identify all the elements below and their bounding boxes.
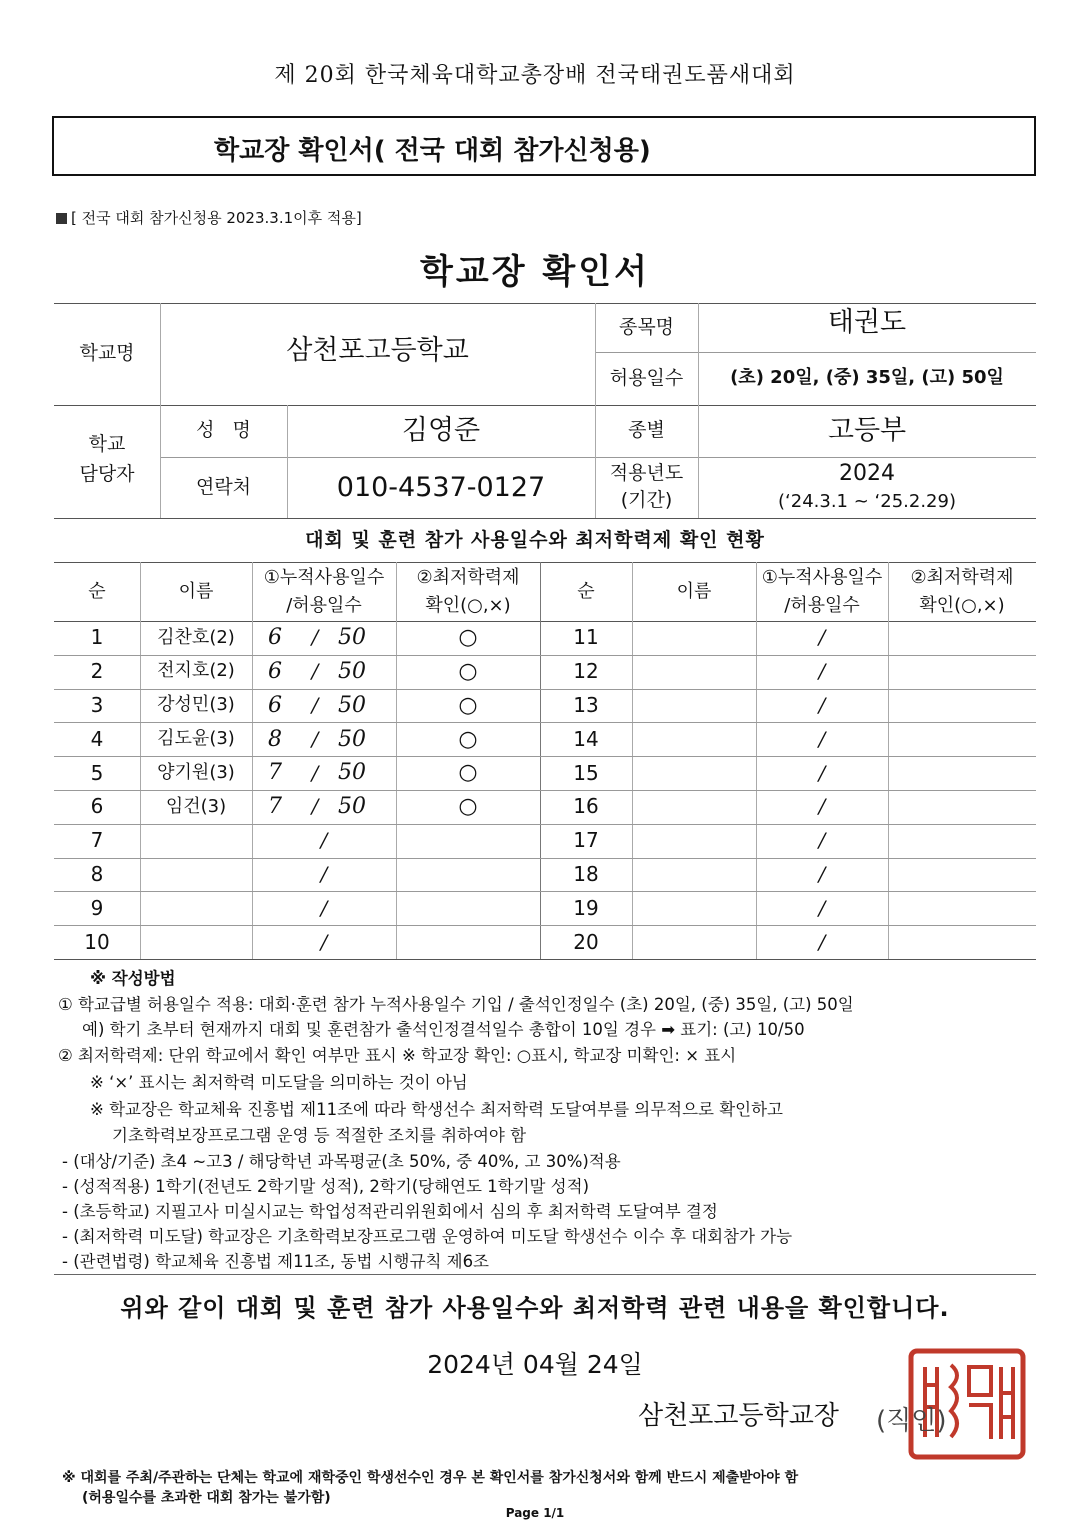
- note-3: ※ ‘×’ 표시는 최저학력 미도달을 의미하는 것이 아님: [90, 1073, 468, 1092]
- used-days: 8: [268, 726, 282, 752]
- allowed-days: 50: [338, 692, 366, 718]
- usage-slash: /: [311, 726, 319, 751]
- year-period: (‘24.3.1 ~ ‘25.2.29): [778, 490, 956, 512]
- manager-label-2: 담당자: [79, 463, 135, 486]
- note-4b: 기초학력보장프로그램 운영 등 적절한 조치를 취하여야 함: [112, 1126, 527, 1145]
- row-number: 9: [90, 895, 104, 920]
- col-no-left: 순: [88, 580, 106, 602]
- form-note: [56, 207, 362, 228]
- sport-value: 태권도: [827, 307, 907, 339]
- year-value: 2024: [839, 461, 895, 487]
- row-number: 19: [573, 895, 599, 920]
- title-box: [52, 116, 1036, 176]
- contact-label: 연락처: [195, 475, 252, 498]
- usage-slash: /: [320, 929, 328, 954]
- usage-slash: /: [818, 895, 826, 920]
- usage-slash: /: [818, 692, 826, 717]
- usage-slash: /: [311, 794, 319, 819]
- allowed-days: 50: [338, 658, 366, 684]
- usage-slash: /: [311, 692, 319, 717]
- row-number: 2: [90, 659, 104, 684]
- row-number: 12: [573, 659, 599, 684]
- sport-label: 종목명: [618, 315, 675, 338]
- row-number: 13: [573, 692, 599, 717]
- note-2: ② 최저학력제: 단위 학교에서 확인 여부만 표시 ※ 학교장 확인: ○표시, 학교장 미확인: × 표시: [58, 1046, 737, 1065]
- athlete-name: 전지호(2): [157, 660, 235, 682]
- usage-slash: /: [818, 625, 826, 650]
- athlete-name: 임건(3): [165, 795, 227, 817]
- status-title: 대회 및 훈련 참가 사용일수와 최저학력제 확인 현황: [305, 529, 765, 551]
- row-number: 17: [573, 828, 599, 853]
- division-label: 종별: [628, 419, 665, 442]
- note-8: - (최저학력 미도달) 학교장은 기초학력보장프로그램 운영하여 미도달 학생선수 이수 후 대회참가 가능: [62, 1227, 793, 1246]
- athlete-name: [140, 824, 252, 858]
- note-7: - (초등학교) 지필고사 미실시교는 학업성적관리위원회에서 심의 후 최저학력 도달여부 결정: [62, 1202, 718, 1221]
- division-value: 고등부: [827, 415, 907, 447]
- grade-check: ○: [458, 692, 478, 718]
- col-grade-right-1: ②최저학력제: [910, 567, 1014, 589]
- usage-slash: /: [311, 760, 319, 785]
- row-number: 5: [90, 760, 104, 785]
- contact-value: 010-4537-0127: [336, 471, 546, 503]
- grade-check: ○: [458, 658, 478, 684]
- usage-slash: /: [818, 726, 826, 751]
- name-label: 성 명: [196, 419, 251, 442]
- used-days: 6: [268, 692, 282, 718]
- grade-check: ○: [458, 726, 478, 752]
- athlete-name: [140, 925, 252, 959]
- allow-label: 허용일수: [609, 366, 684, 389]
- principal-signature: 삼천포고등학교장: [638, 1401, 839, 1431]
- row-number: 16: [573, 794, 599, 819]
- col-usage-left-2: /허용일수: [286, 595, 362, 617]
- school-label: 학교명: [79, 342, 135, 365]
- usage-slash: /: [818, 760, 826, 785]
- col-grade-right-2: 확인(○,×): [919, 595, 1005, 617]
- square-bullet-icon: [56, 213, 67, 224]
- footer-note-2: (허용일수를 초과한 대회 참가는 불가함): [82, 1490, 331, 1506]
- col-name-left: 이름: [178, 580, 214, 602]
- confirmation-statement: 위와 같이 대회 및 훈련 참가 사용일수와 최저학력 관련 내용을 확인합니다.: [120, 1294, 950, 1322]
- row-number: 3: [90, 692, 104, 717]
- athlete-name: [140, 891, 252, 925]
- row-number: 1: [90, 625, 104, 650]
- usage-slash: /: [818, 794, 826, 819]
- document-title: 학교장 확인서: [420, 252, 650, 292]
- year-label-2: (기간): [620, 489, 673, 512]
- event-title: 제 20회 한국체육대학교총장배 전국태권도품새대회: [274, 63, 796, 88]
- seal-mark: (직인): [876, 1406, 947, 1436]
- note-6: - (성적적용) 1학기(전년도 2학기말 성적), 2학기(당해연도 1학기말 성적): [62, 1177, 590, 1196]
- col-no-right: 순: [577, 580, 595, 602]
- allowed-days: 50: [338, 726, 366, 752]
- row-number: 18: [573, 861, 599, 886]
- used-days: 6: [268, 625, 282, 651]
- grade-check: [396, 858, 540, 892]
- col-grade-left-1: ②최저학력제: [416, 567, 520, 589]
- row-number: 20: [573, 929, 599, 954]
- usage-slash: /: [320, 895, 328, 920]
- notes-heading: ※ 작성방법: [90, 969, 176, 988]
- row-number: 10: [84, 929, 110, 954]
- grade-check: ○: [458, 794, 478, 820]
- usage-slash: /: [818, 659, 826, 684]
- used-days: 6: [268, 658, 282, 684]
- athlete-name: 김도윤(3): [157, 728, 235, 750]
- col-usage-right-1: ①누적사용일수: [761, 567, 883, 589]
- athlete-name: 김찬호(2): [157, 626, 235, 648]
- athlete-name: 강성민(3): [157, 694, 235, 716]
- note-1b: 예) 학기 초부터 현재까지 대회 및 훈련참가 출석인정결석일수 총합이 10일 경우 ➡ 표기: (고) 10/50: [82, 1020, 805, 1039]
- grade-check: [396, 891, 540, 925]
- form-note-text: [ 전국 대회 참가신청용 2023.3.1이후 적용]: [71, 209, 362, 227]
- col-grade-left-2: 확인(○,×): [425, 595, 511, 617]
- school-value: 삼천포고등학교: [286, 334, 469, 366]
- note-4: ※ 학교장은 학교체육 진흥법 제11조에 따라 학생선수 최저학력 도달여부를 의무적으로 확인하고: [90, 1100, 783, 1119]
- title-box-text: 학교장 확인서( 전국 대회 참가신청용): [214, 136, 651, 166]
- grade-check: [396, 824, 540, 858]
- usage-slash: /: [818, 929, 826, 954]
- usage-slash: /: [311, 625, 319, 650]
- allowed-days: 50: [338, 760, 366, 786]
- allow-value: (초) 20일, (중) 35일, (고) 50일: [730, 367, 1004, 389]
- row-number: 11: [573, 625, 599, 650]
- col-usage-right-2: /허용일수: [784, 595, 860, 617]
- note-9: - (관련법령) 학교체육 진흥법 제11조, 동법 시행규칙 제6조: [62, 1252, 489, 1271]
- issue-date: 2024년 04월 24일: [427, 1350, 643, 1379]
- athlete-name: 양기원(3): [157, 761, 235, 783]
- note-1: ① 학교급별 허용일수 적용: 대회·훈련 참가 누적사용일수 기입 / 출석인정일수 (초) 20일, (중) 35일, (고) 50일: [58, 995, 854, 1014]
- manager-label-1: 학교: [88, 433, 126, 456]
- note-5: - (대상/기준) 초4 ~고3 / 해당학년 과목평균(초 50%, 중 40%, 고 30%)적용: [62, 1152, 621, 1171]
- table-bottom-rule: [54, 959, 1036, 960]
- row-number: 14: [573, 726, 599, 751]
- row-number: 7: [90, 828, 104, 853]
- row-number: 8: [90, 861, 104, 886]
- page-number: Page 1/1: [505, 1506, 565, 1520]
- col-name-right: 이름: [676, 580, 712, 602]
- athlete-name: [140, 858, 252, 892]
- col-usage-left-1: ①누적사용일수: [263, 567, 385, 589]
- year-label-1: 적용년도: [609, 461, 684, 484]
- allowed-days: 50: [338, 794, 366, 820]
- grade-check: ○: [458, 760, 478, 786]
- used-days: 7: [268, 794, 282, 820]
- row-number: 6: [90, 794, 104, 819]
- usage-slash: /: [320, 828, 328, 853]
- row-number: 4: [90, 726, 104, 751]
- name-value: 김영준: [401, 415, 481, 447]
- usage-slash: /: [311, 659, 319, 684]
- usage-slash: /: [818, 861, 826, 886]
- usage-slash: /: [320, 861, 328, 886]
- used-days: 7: [268, 760, 282, 786]
- grade-check: ○: [458, 625, 478, 651]
- allowed-days: 50: [338, 625, 366, 651]
- row-number: 15: [573, 760, 599, 785]
- grade-check: [396, 925, 540, 959]
- usage-slash: /: [818, 828, 826, 853]
- footer-note-1: ※ 대회를 주최/주관하는 단체는 학교에 재학중인 학생선수인 경우 본 확인서를 참가신청서와 함께 반드시 제출받아야 함: [62, 1470, 799, 1486]
